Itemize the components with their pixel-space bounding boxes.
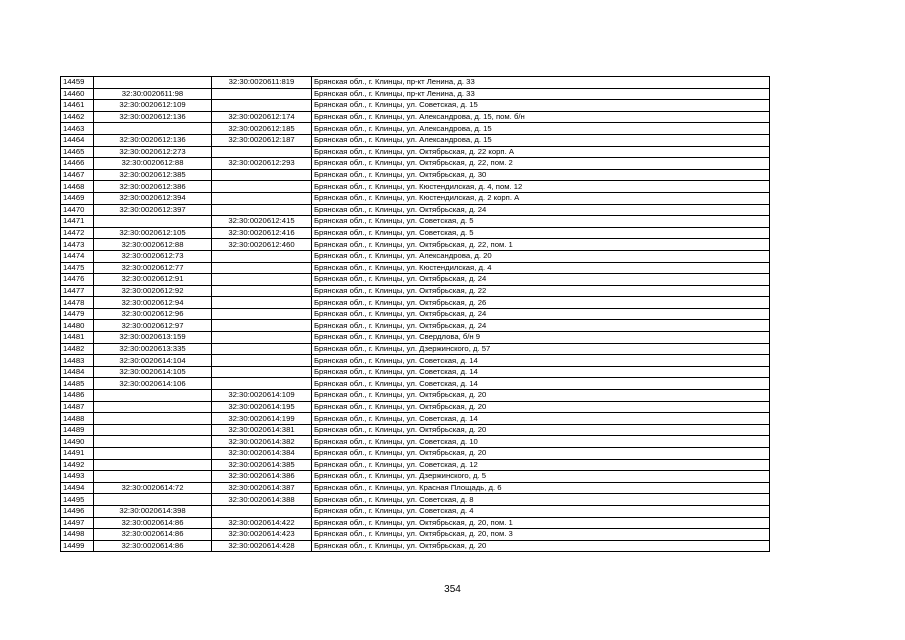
parent-cadastral-cell: 32:30:0020612:96: [94, 308, 212, 320]
parent-cadastral-cell: 32:30:0020614:86: [94, 540, 212, 552]
table-row: [61, 227, 770, 239]
parent-cadastral-cell: 32:30:0020613:335: [94, 343, 212, 355]
address-cell: Брянская обл., г. Клинцы, ул. Советская, д. 14: [312, 355, 770, 367]
cadastral-number-cell: 32:30:0020612:460: [212, 239, 312, 251]
cadastral-table: [60, 76, 770, 552]
table-row: [61, 216, 770, 228]
row-number-cell: 14460: [61, 88, 94, 100]
row-number-cell: 14491: [61, 448, 94, 460]
cadastral-number-cell: [212, 285, 312, 297]
table-row: [61, 192, 770, 204]
cadastral-number-cell: 32:30:0020614:384: [212, 448, 312, 460]
row-number-cell: 14464: [61, 134, 94, 146]
parent-cadastral-cell: 32:30:0020612:94: [94, 297, 212, 309]
parent-cadastral-cell: [94, 216, 212, 228]
parent-cadastral-cell: [94, 494, 212, 506]
address-cell: Брянская обл., г. Клинцы, ул. Октябрьская, д. 24: [312, 204, 770, 216]
address-cell: Брянская обл., г. Клинцы, ул. Дзержинского, д. 57: [312, 343, 770, 355]
cadastral-number-cell: 32:30:0020612:416: [212, 227, 312, 239]
row-number-cell: 14466: [61, 158, 94, 170]
table-row: [61, 134, 770, 146]
address-cell: Брянская обл., г. Клинцы, ул. Свердлова, б/н 9: [312, 332, 770, 344]
table-row: [61, 204, 770, 216]
address-cell: Брянская обл., г. Клинцы, ул. Октябрьская, д. 20: [312, 540, 770, 552]
address-cell: Брянская обл., г. Клинцы, пр-кт Ленина, д. 33: [312, 77, 770, 89]
row-number-cell: 14474: [61, 250, 94, 262]
cadastral-number-cell: 32:30:0020612:415: [212, 216, 312, 228]
parent-cadastral-cell: [94, 459, 212, 471]
table-row: [61, 169, 770, 181]
row-number-cell: 14489: [61, 424, 94, 436]
address-cell: Брянская обл., г. Клинцы, ул. Красная Площадь, д. 6: [312, 482, 770, 494]
row-number-cell: 14475: [61, 262, 94, 274]
parent-cadastral-cell: 32:30:0020614:86: [94, 517, 212, 529]
parent-cadastral-cell: 32:30:0020614:86: [94, 529, 212, 541]
table-row: [61, 77, 770, 89]
cadastral-number-cell: 32:30:0020614:386: [212, 471, 312, 483]
cadastral-number-cell: [212, 204, 312, 216]
address-cell: Брянская обл., г. Клинцы, ул. Александрова, д. 15, пом. б/н: [312, 111, 770, 123]
address-cell: Брянская обл., г. Клинцы, ул. Октябрьская, д. 26: [312, 297, 770, 309]
row-number-cell: 14482: [61, 343, 94, 355]
cadastral-number-cell: 32:30:0020614:428: [212, 540, 312, 552]
cadastral-number-cell: [212, 343, 312, 355]
row-number-cell: 14468: [61, 181, 94, 193]
table-row: [61, 505, 770, 517]
cadastral-number-cell: [212, 366, 312, 378]
address-cell: Брянская обл., г. Клинцы, ул. Октябрьская, д. 20: [312, 424, 770, 436]
row-number-cell: 14492: [61, 459, 94, 471]
row-number-cell: 14488: [61, 413, 94, 425]
table-row: [61, 529, 770, 541]
cadastral-number-cell: 32:30:0020614:387: [212, 482, 312, 494]
cadastral-number-cell: 32:30:0020614:423: [212, 529, 312, 541]
table-row: [61, 424, 770, 436]
address-cell: Брянская обл., г. Клинцы, ул. Октябрьская, д. 20, пом. 3: [312, 529, 770, 541]
cadastral-number-cell: 32:30:0020614:388: [212, 494, 312, 506]
row-number-cell: 14469: [61, 192, 94, 204]
table-row: [61, 482, 770, 494]
table-row: [61, 262, 770, 274]
parent-cadastral-cell: 32:30:0020614:106: [94, 378, 212, 390]
table-row: [61, 459, 770, 471]
parent-cadastral-cell: 32:30:0020612:385: [94, 169, 212, 181]
parent-cadastral-cell: 32:30:0020612:97: [94, 320, 212, 332]
cadastral-number-cell: [212, 355, 312, 367]
parent-cadastral-cell: [94, 401, 212, 413]
parent-cadastral-cell: 32:30:0020614:105: [94, 366, 212, 378]
row-number-cell: 14477: [61, 285, 94, 297]
cadastral-number-cell: 32:30:0020612:185: [212, 123, 312, 135]
parent-cadastral-cell: 32:30:0020612:136: [94, 134, 212, 146]
address-cell: Брянская обл., г. Клинцы, ул. Советская, д. 5: [312, 227, 770, 239]
page-number: 354: [444, 584, 461, 595]
parent-cadastral-cell: [94, 77, 212, 89]
parent-cadastral-cell: 32:30:0020612:273: [94, 146, 212, 158]
table-row: [61, 181, 770, 193]
parent-cadastral-cell: [94, 123, 212, 135]
cadastral-number-cell: [212, 378, 312, 390]
row-number-cell: 14481: [61, 332, 94, 344]
table-row: [61, 413, 770, 425]
table-row: [61, 366, 770, 378]
row-number-cell: 14483: [61, 355, 94, 367]
parent-cadastral-cell: 32:30:0020612:88: [94, 239, 212, 251]
row-number-cell: 14480: [61, 320, 94, 332]
cadastral-number-cell: 32:30:0020612:293: [212, 158, 312, 170]
address-cell: Брянская обл., г. Клинцы, ул. Александрова, д. 15: [312, 134, 770, 146]
address-cell: Брянская обл., г. Клинцы, ул. Октябрьская, д. 20, пом. 1: [312, 517, 770, 529]
address-cell: Брянская обл., г. Клинцы, ул. Дзержинского, д. 5: [312, 471, 770, 483]
address-cell: Брянская обл., г. Клинцы, ул. Октябрьская, д. 30: [312, 169, 770, 181]
table-row: [61, 355, 770, 367]
parent-cadastral-cell: 32:30:0020612:397: [94, 204, 212, 216]
address-cell: Брянская обл., г. Клинцы, ул. Октябрьская, д. 24: [312, 274, 770, 286]
address-cell: Брянская обл., г. Клинцы, ул. Советская, д. 14: [312, 413, 770, 425]
table-row: [61, 239, 770, 251]
parent-cadastral-cell: 32:30:0020613:159: [94, 332, 212, 344]
address-cell: Брянская обл., г. Клинцы, ул. Кюстендилская, д. 4, пом. 12: [312, 181, 770, 193]
table-row: [61, 378, 770, 390]
cadastral-number-cell: 32:30:0020614:385: [212, 459, 312, 471]
table-row: [61, 343, 770, 355]
row-number-cell: 14473: [61, 239, 94, 251]
cadastral-number-cell: 32:30:0020614:199: [212, 413, 312, 425]
table-row: [61, 285, 770, 297]
parent-cadastral-cell: [94, 448, 212, 460]
cadastral-number-cell: [212, 320, 312, 332]
table-row: [61, 274, 770, 286]
parent-cadastral-cell: 32:30:0020612:136: [94, 111, 212, 123]
cadastral-number-cell: [212, 274, 312, 286]
row-number-cell: 14472: [61, 227, 94, 239]
address-cell: Брянская обл., г. Клинцы, ул. Октябрьская, д. 22 корп. А: [312, 146, 770, 158]
parent-cadastral-cell: 32:30:0020612:394: [94, 192, 212, 204]
row-number-cell: 14470: [61, 204, 94, 216]
address-cell: Брянская обл., г. Клинцы, ул. Советская, д. 4: [312, 505, 770, 517]
parent-cadastral-cell: 32:30:0020614:72: [94, 482, 212, 494]
table-row: [61, 332, 770, 344]
row-number-cell: 14498: [61, 529, 94, 541]
table-row: [61, 146, 770, 158]
row-number-cell: 14461: [61, 100, 94, 112]
address-cell: Брянская обл., г. Клинцы, ул. Октябрьская, д. 20: [312, 448, 770, 460]
row-number-cell: 14479: [61, 308, 94, 320]
cadastral-number-cell: 32:30:0020614:422: [212, 517, 312, 529]
parent-cadastral-cell: [94, 413, 212, 425]
table-row: [61, 123, 770, 135]
address-cell: Брянская обл., г. Клинцы, ул. Советская, д. 5: [312, 216, 770, 228]
cadastral-number-cell: 32:30:0020614:109: [212, 390, 312, 402]
cadastral-number-cell: 32:30:0020611:819: [212, 77, 312, 89]
parent-cadastral-cell: 32:30:0020612:109: [94, 100, 212, 112]
cadastral-number-cell: [212, 88, 312, 100]
cadastral-number-cell: 32:30:0020614:195: [212, 401, 312, 413]
address-cell: Брянская обл., г. Клинцы, ул. Октябрьская, д. 20: [312, 390, 770, 402]
address-cell: Брянская обл., г. Клинцы, пр-кт Ленина, д. 33: [312, 88, 770, 100]
address-cell: Брянская обл., г. Клинцы, ул. Советская, д. 14: [312, 366, 770, 378]
table-row: [61, 320, 770, 332]
parent-cadastral-cell: 32:30:0020612:77: [94, 262, 212, 274]
cadastral-number-cell: [212, 505, 312, 517]
address-cell: Брянская обл., г. Клинцы, ул. Советская, д. 15: [312, 100, 770, 112]
cadastral-number-cell: 32:30:0020612:174: [212, 111, 312, 123]
address-cell: Брянская обл., г. Клинцы, ул. Октябрьская, д. 24: [312, 320, 770, 332]
address-cell: Брянская обл., г. Клинцы, ул. Октябрьская, д. 22, пом. 1: [312, 239, 770, 251]
table-row: [61, 297, 770, 309]
row-number-cell: 14497: [61, 517, 94, 529]
parent-cadastral-cell: 32:30:0020614:104: [94, 355, 212, 367]
parent-cadastral-cell: 32:30:0020612:386: [94, 181, 212, 193]
cadastral-number-cell: [212, 297, 312, 309]
parent-cadastral-cell: 32:30:0020614:398: [94, 505, 212, 517]
row-number-cell: 14462: [61, 111, 94, 123]
address-cell: Брянская обл., г. Клинцы, ул. Кюстендилская, д. 4: [312, 262, 770, 274]
address-cell: Брянская обл., г. Клинцы, ул. Советская, д. 14: [312, 378, 770, 390]
parent-cadastral-cell: [94, 424, 212, 436]
cadastral-number-cell: [212, 332, 312, 344]
row-number-cell: 14463: [61, 123, 94, 135]
cadastral-number-cell: [212, 192, 312, 204]
row-number-cell: 14471: [61, 216, 94, 228]
table-row: [61, 390, 770, 402]
cadastral-number-cell: 32:30:0020612:187: [212, 134, 312, 146]
parent-cadastral-cell: 32:30:0020612:91: [94, 274, 212, 286]
row-number-cell: 14499: [61, 540, 94, 552]
row-number-cell: 14495: [61, 494, 94, 506]
cadastral-number-cell: 32:30:0020614:381: [212, 424, 312, 436]
cadastral-number-cell: [212, 250, 312, 262]
cadastral-number-cell: [212, 308, 312, 320]
parent-cadastral-cell: 32:30:0020612:105: [94, 227, 212, 239]
cadastral-number-cell: [212, 181, 312, 193]
row-number-cell: 14476: [61, 274, 94, 286]
parent-cadastral-cell: [94, 390, 212, 402]
table-row: [61, 540, 770, 552]
row-number-cell: 14493: [61, 471, 94, 483]
table-row: [61, 250, 770, 262]
table-row: [61, 436, 770, 448]
address-cell: Брянская обл., г. Клинцы, ул. Октябрьская, д. 22, пом. 2: [312, 158, 770, 170]
row-number-cell: 14478: [61, 297, 94, 309]
cadastral-number-cell: [212, 100, 312, 112]
address-cell: Брянская обл., г. Клинцы, ул. Октябрьская, д. 24: [312, 308, 770, 320]
row-number-cell: 14494: [61, 482, 94, 494]
cadastral-number-cell: [212, 169, 312, 181]
table-row: [61, 448, 770, 460]
address-cell: Брянская обл., г. Клинцы, ул. Октябрьская, д. 20: [312, 401, 770, 413]
table-row: [61, 100, 770, 112]
table-row: [61, 517, 770, 529]
table-row: [61, 111, 770, 123]
address-cell: Брянская обл., г. Клинцы, ул. Советская, д. 8: [312, 494, 770, 506]
row-number-cell: 14490: [61, 436, 94, 448]
parent-cadastral-cell: 32:30:0020612:92: [94, 285, 212, 297]
address-cell: Брянская обл., г. Клинцы, ул. Советская, д. 10: [312, 436, 770, 448]
row-number-cell: 14485: [61, 378, 94, 390]
cadastral-number-cell: 32:30:0020614:382: [212, 436, 312, 448]
cadastral-number-cell: [212, 146, 312, 158]
row-number-cell: 14496: [61, 505, 94, 517]
address-cell: Брянская обл., г. Клинцы, ул. Александрова, д. 20: [312, 250, 770, 262]
table-row: [61, 158, 770, 170]
table-row: [61, 401, 770, 413]
row-number-cell: 14467: [61, 169, 94, 181]
table-row: [61, 471, 770, 483]
table-body: [61, 77, 770, 552]
row-number-cell: 14459: [61, 77, 94, 89]
parent-cadastral-cell: 32:30:0020611:98: [94, 88, 212, 100]
address-cell: Брянская обл., г. Клинцы, ул. Октябрьская, д. 22: [312, 285, 770, 297]
row-number-cell: 14486: [61, 390, 94, 402]
row-number-cell: 14484: [61, 366, 94, 378]
row-number-cell: 14465: [61, 146, 94, 158]
parent-cadastral-cell: [94, 436, 212, 448]
row-number-cell: 14487: [61, 401, 94, 413]
address-cell: Брянская обл., г. Клинцы, ул. Советская, д. 12: [312, 459, 770, 471]
parent-cadastral-cell: 32:30:0020612:88: [94, 158, 212, 170]
parent-cadastral-cell: 32:30:0020612:73: [94, 250, 212, 262]
table-row: [61, 494, 770, 506]
address-cell: Брянская обл., г. Клинцы, ул. Александрова, д. 15: [312, 123, 770, 135]
address-cell: Брянская обл., г. Клинцы, ул. Кюстендилская, д. 2 корп. А: [312, 192, 770, 204]
table-row: [61, 308, 770, 320]
cadastral-number-cell: [212, 262, 312, 274]
table-row: [61, 88, 770, 100]
parent-cadastral-cell: [94, 471, 212, 483]
